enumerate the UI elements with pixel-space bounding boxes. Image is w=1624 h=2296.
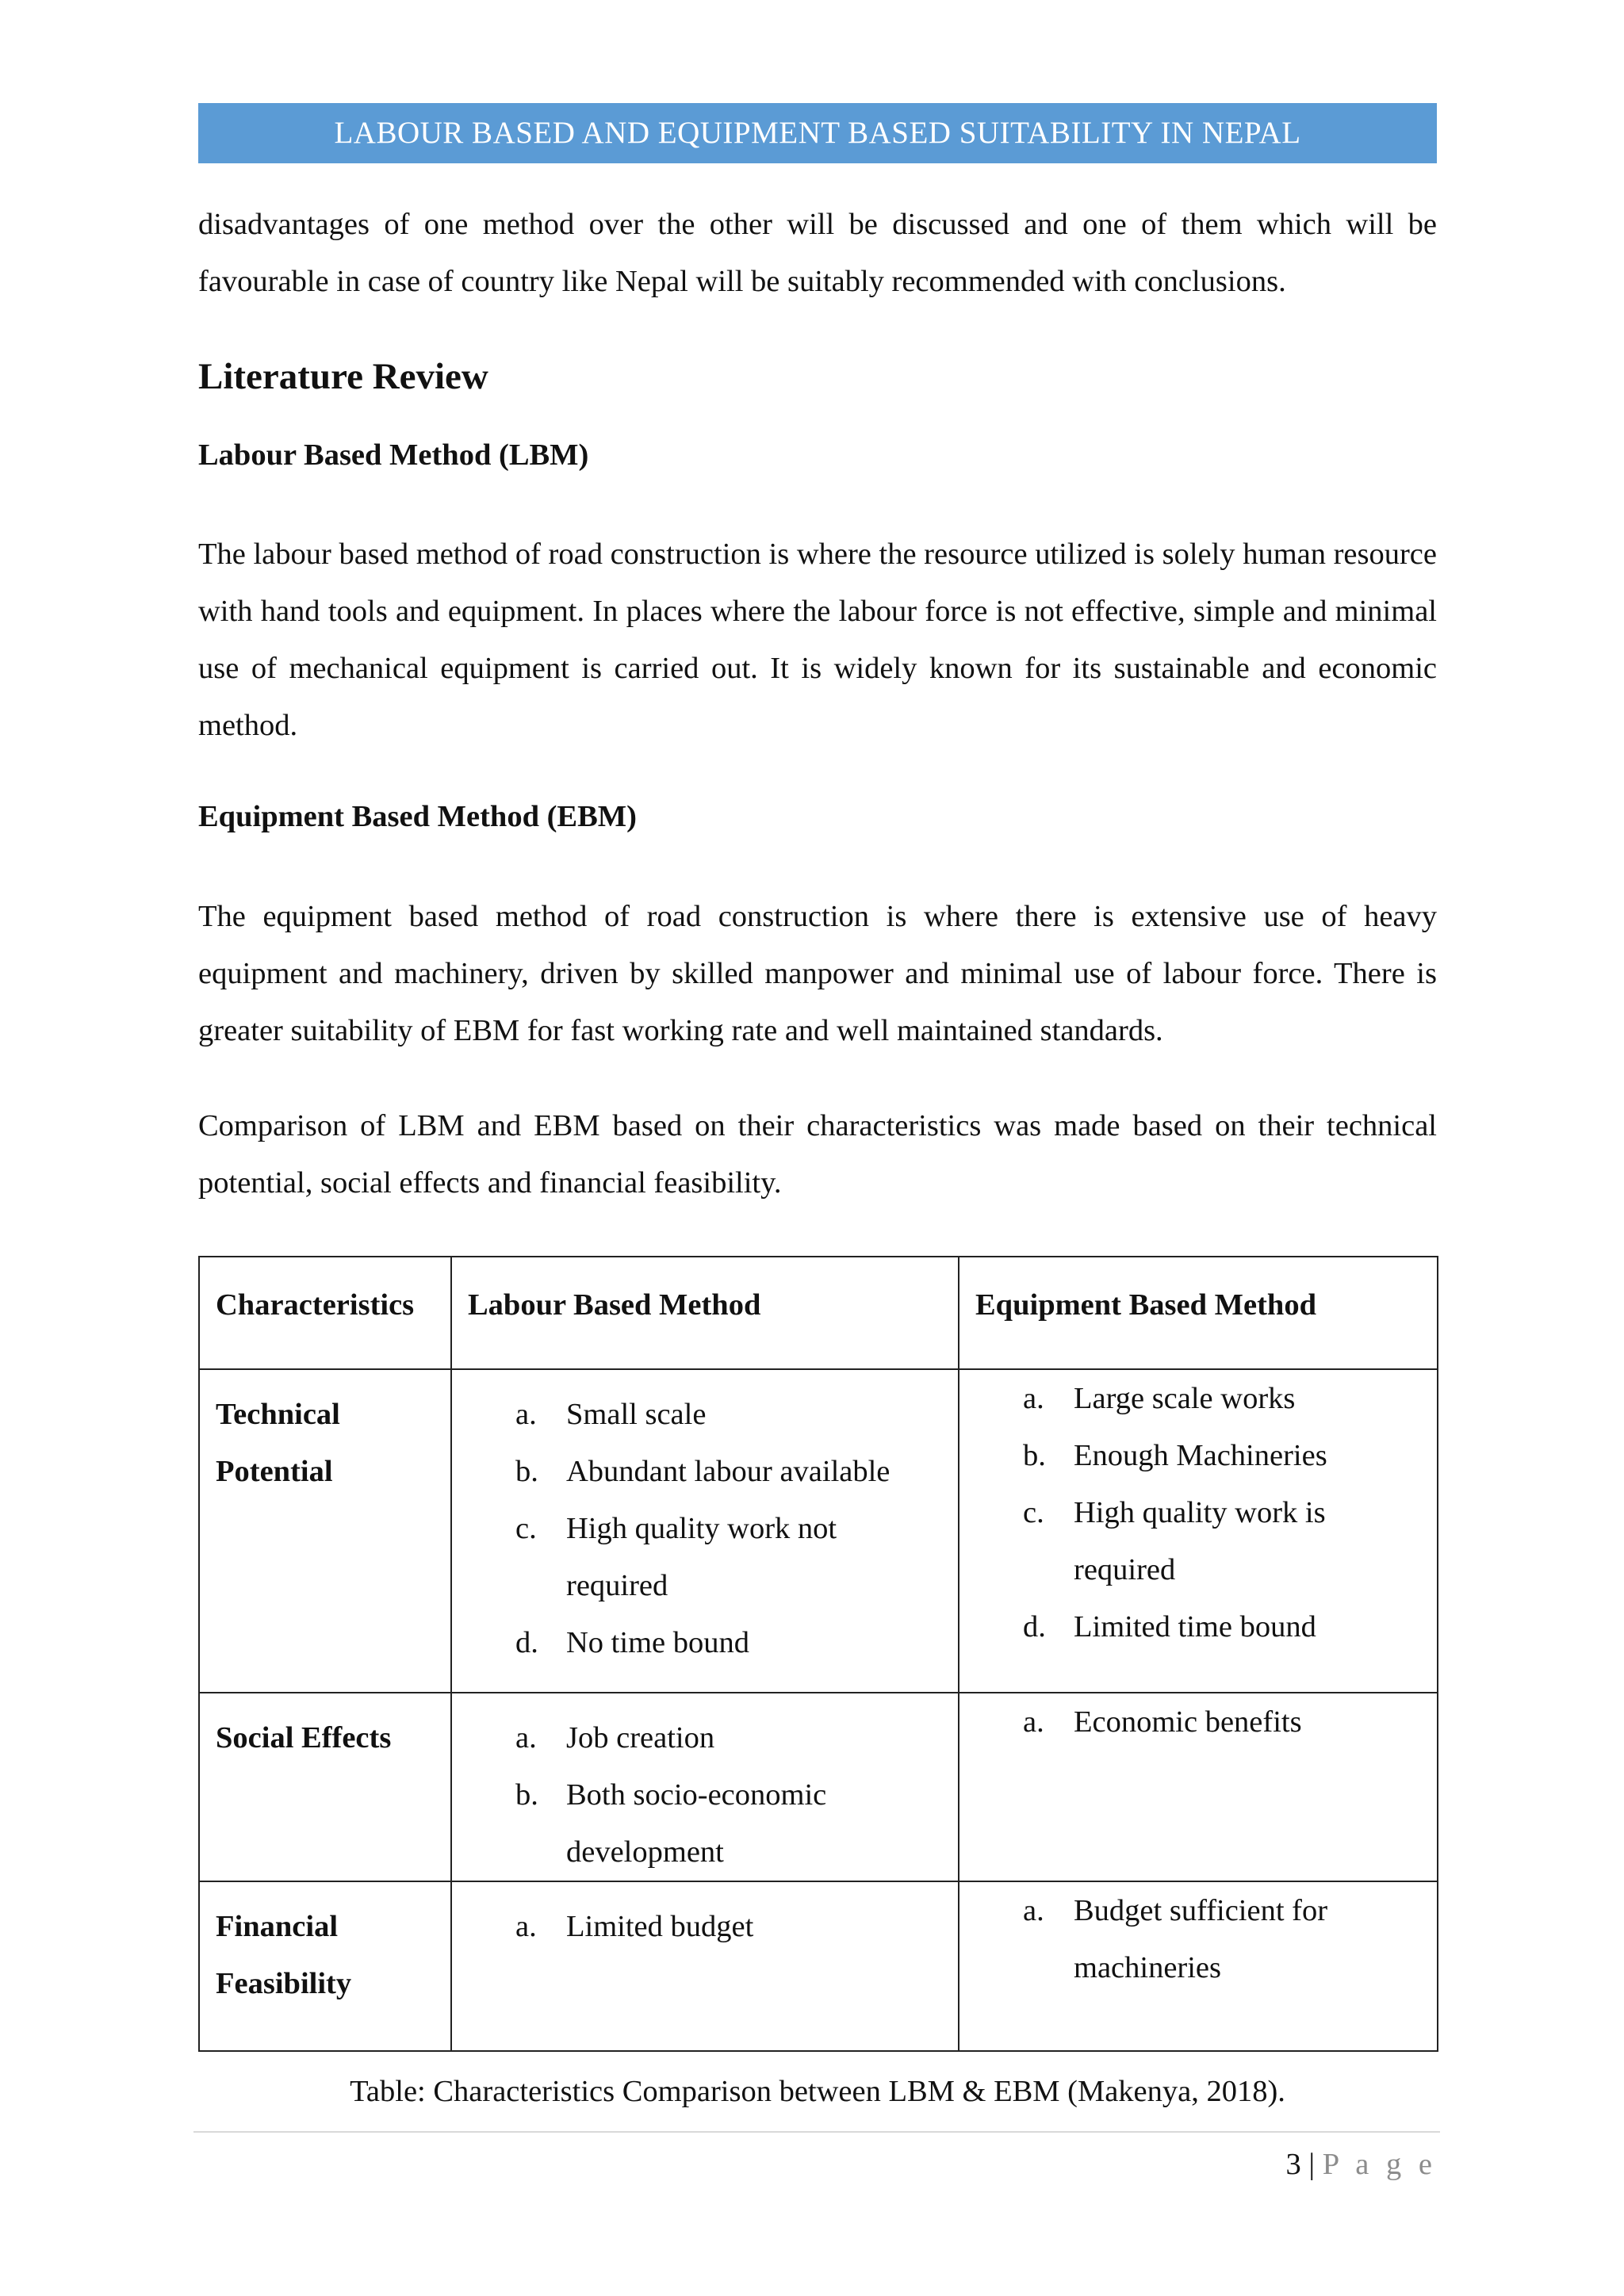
list-item: d. Limited time bound [1023, 1610, 1316, 1644]
page-label: P a g e [1322, 2148, 1437, 2181]
footer-divider [193, 2131, 1440, 2133]
page-number: 3 [1285, 2148, 1301, 2181]
list-item: b. Both socio-economic development [515, 1778, 827, 1869]
lbm-paragraph: The labour based method of road construction is where the resource utilized is solely human resource with hand tools and equipment. In places where the labour force is not effective, simple and minimal use of mechanical equipment is carried out. It is widely known for its sustainable and economic method. [198, 538, 1437, 742]
list-item: c. High quality work is required [1023, 1496, 1326, 1586]
header-lbm: Labour Based Method [451, 1257, 959, 1369]
intro-paragraph: disadvantages of one method over the other will be discussed and one of them which will be favourable in case of country like Nepal will be suitably recommended with conclusions. [198, 208, 1437, 298]
table-row [199, 1693, 1438, 1881]
ebm-cell [959, 1881, 1438, 2051]
table-row [199, 1881, 1438, 2051]
characteristic-cell: Financial Feasibility [199, 1881, 451, 2051]
table-row [199, 1369, 1438, 1693]
table-header-row [199, 1257, 1438, 1369]
subheading-lbm: Labour Based Method (LBM) [198, 438, 589, 472]
ebm-cell [959, 1369, 1438, 1693]
header-ebm: Equipment Based Method [959, 1257, 1438, 1369]
page-separator: | [1308, 2148, 1316, 2181]
table-caption: Table: Characteristics Comparison between LBM & EBM (Makenya, 2018). [350, 2075, 1285, 2108]
characteristic-cell: Social Effects [199, 1693, 451, 1881]
list-item: b. Abundant labour available [515, 1455, 891, 1488]
lbm-cell [451, 1881, 959, 2051]
list-item: d. No time bound [515, 1626, 749, 1659]
running-header: LABOUR BASED AND EQUIPMENT BASED SUITABILITY IN NEPAL [198, 103, 1437, 163]
section-heading-literature-review: Literature Review [198, 356, 488, 397]
list-item: a. Budget sufficient for machineries [1023, 1894, 1328, 1984]
ebm-cell [959, 1693, 1438, 1881]
list-item: a. Economic benefits [1023, 1705, 1302, 1739]
characteristic-cell: Technical Potential [199, 1369, 451, 1693]
list-item: a. Large scale works [1023, 1382, 1296, 1415]
page-footer [1285, 2141, 1437, 2188]
list-item: c. High quality work not required [515, 1512, 837, 1602]
header-characteristics: Characteristics [199, 1257, 451, 1369]
ebm-paragraph: The equipment based method of road construction is where there is extensive use of heavy equipment and machinery, driven by skilled manpower and minimal use of labour force. There is greater suitability of EBM for fast working rate and well maintained standards. [198, 900, 1437, 1047]
comparison-paragraph: Comparison of LBM and EBM based on their characteristics was made based on their technical potential, social effects and financial feasibility. [198, 1109, 1437, 1200]
comparison-table [198, 1256, 1438, 2052]
lbm-cell [451, 1369, 959, 1693]
subheading-ebm: Equipment Based Method (EBM) [198, 800, 637, 833]
lbm-cell [451, 1693, 959, 1881]
list-item: a. Job creation [515, 1721, 715, 1755]
list-item: b. Enough Machineries [1023, 1439, 1327, 1472]
list-item: a. Small scale [515, 1398, 707, 1431]
list-item: a. Limited budget [515, 1910, 754, 1943]
